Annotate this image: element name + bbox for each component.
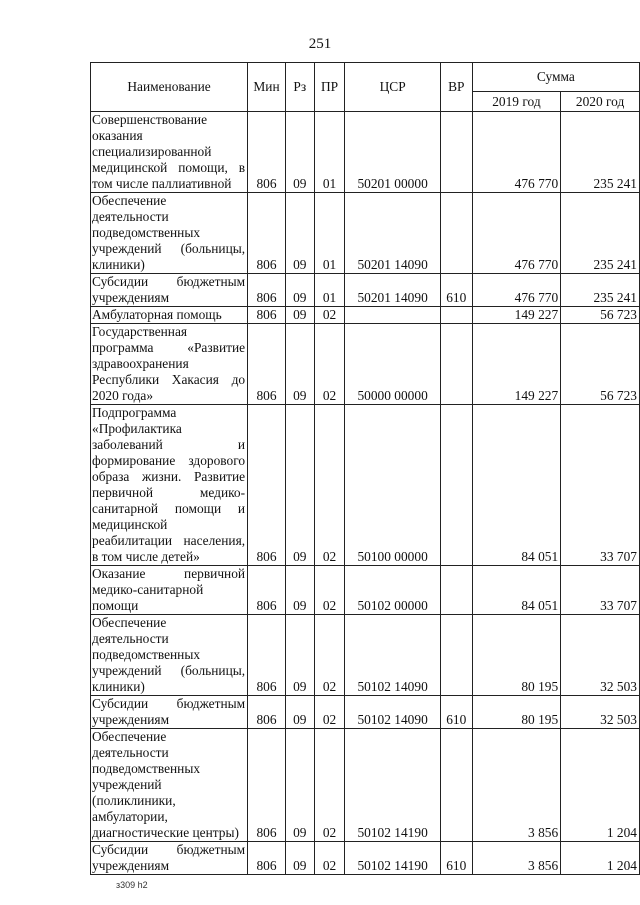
row-pr: 02 <box>314 307 345 324</box>
row-csr: 50102 14190 <box>345 729 440 842</box>
row-pr: 02 <box>314 615 345 696</box>
row-rz: 09 <box>285 112 314 193</box>
row-vr <box>440 566 472 615</box>
row-rz: 09 <box>285 615 314 696</box>
table-row <box>91 842 640 875</box>
row-sum-2020: 235 241 <box>561 193 640 274</box>
row-pr: 02 <box>314 405 345 566</box>
row-sum-2020: 56 723 <box>561 307 640 324</box>
row-pr: 02 <box>314 324 345 405</box>
row-rz: 09 <box>285 729 314 842</box>
row-vr: 610 <box>440 842 472 875</box>
row-vr <box>440 193 472 274</box>
row-name: Субсидии бюджетным учреждениям <box>91 842 248 875</box>
row-csr: 50102 14090 <box>345 615 440 696</box>
header-min: Мин <box>248 63 286 112</box>
row-name: Обеспечение деятельности подведомственных учреждений (поликлиники, амбулатории, диагностические центры) <box>91 729 248 842</box>
row-vr <box>440 405 472 566</box>
table-row <box>91 193 640 274</box>
row-rz: 09 <box>285 566 314 615</box>
row-min: 806 <box>248 615 286 696</box>
row-vr: 610 <box>440 274 472 307</box>
row-sum-2019: 149 227 <box>472 324 560 405</box>
row-rz: 09 <box>285 324 314 405</box>
row-sum-2019: 476 770 <box>472 193 560 274</box>
row-sum-2019: 476 770 <box>472 112 560 193</box>
row-name: Обеспечение деятельности подведомственных учреждений (больницы, клиники) <box>91 615 248 696</box>
row-csr: 50102 14090 <box>345 696 440 729</box>
row-sum-2019: 149 227 <box>472 307 560 324</box>
row-vr <box>440 307 472 324</box>
row-min: 806 <box>248 324 286 405</box>
row-rz: 09 <box>285 696 314 729</box>
row-name: Государственная программа «Развитие здравоохранения Республики Хакасия до 2020 года» <box>91 324 248 405</box>
row-sum-2019: 80 195 <box>472 615 560 696</box>
row-rz: 09 <box>285 193 314 274</box>
row-name: Обеспечение деятельности подведомственных учреждений (больницы, клиники) <box>91 193 248 274</box>
row-sum-2020: 33 707 <box>561 405 640 566</box>
row-csr: 50201 00000 <box>345 112 440 193</box>
row-min: 806 <box>248 274 286 307</box>
row-csr: 50201 14090 <box>345 274 440 307</box>
header-sum: Сумма <box>472 63 639 92</box>
header-rz: Рз <box>285 63 314 112</box>
row-sum-2020: 1 204 <box>561 729 640 842</box>
row-csr: 50000 00000 <box>345 324 440 405</box>
row-name: Амбулаторная помощь <box>91 307 248 324</box>
table-row <box>91 566 640 615</box>
row-vr <box>440 615 472 696</box>
row-csr: 50201 14090 <box>345 193 440 274</box>
row-csr: 50102 00000 <box>345 566 440 615</box>
row-csr <box>345 307 440 324</box>
row-sum-2020: 32 503 <box>561 696 640 729</box>
header-year-2020: 2020 год <box>561 92 640 112</box>
budget-table <box>90 62 640 875</box>
row-pr: 02 <box>314 729 345 842</box>
table-row <box>91 615 640 696</box>
row-name: Субсидии бюджетным учреждениям <box>91 696 248 729</box>
row-min: 806 <box>248 729 286 842</box>
table-row <box>91 696 640 729</box>
row-rz: 09 <box>285 405 314 566</box>
row-min: 806 <box>248 566 286 615</box>
table-row <box>91 112 640 193</box>
row-vr <box>440 729 472 842</box>
row-csr: 50100 00000 <box>345 405 440 566</box>
table-row <box>91 274 640 307</box>
row-vr <box>440 324 472 405</box>
row-pr: 02 <box>314 566 345 615</box>
row-name: Подпрограмма «Профилактика заболеваний и формирование здорового образа жизни. Развитие первичной медико-санитарной помощи и медицинской реабилитации населения, в том числе детей» <box>91 405 248 566</box>
header-name: Наименование <box>91 63 248 112</box>
row-vr: 610 <box>440 696 472 729</box>
table-row <box>91 307 640 324</box>
row-sum-2020: 56 723 <box>561 324 640 405</box>
row-sum-2020: 33 707 <box>561 566 640 615</box>
row-name: Субсидии бюджетным учреждениям <box>91 274 248 307</box>
row-rz: 09 <box>285 842 314 875</box>
row-csr: 50102 14190 <box>345 842 440 875</box>
row-sum-2020: 1 204 <box>561 842 640 875</box>
header-year-2019: 2019 год <box>472 92 560 112</box>
table-header <box>91 63 640 112</box>
row-sum-2019: 476 770 <box>472 274 560 307</box>
row-min: 806 <box>248 405 286 566</box>
row-pr: 01 <box>314 112 345 193</box>
row-sum-2020: 235 241 <box>561 112 640 193</box>
row-sum-2019: 3 856 <box>472 842 560 875</box>
row-pr: 02 <box>314 696 345 729</box>
header-csr: ЦСР <box>345 63 440 112</box>
row-rz: 09 <box>285 274 314 307</box>
table-row <box>91 324 640 405</box>
row-sum-2019: 80 195 <box>472 696 560 729</box>
row-vr <box>440 112 472 193</box>
header-pr: ПР <box>314 63 345 112</box>
row-sum-2020: 235 241 <box>561 274 640 307</box>
row-sum-2020: 32 503 <box>561 615 640 696</box>
row-sum-2019: 3 856 <box>472 729 560 842</box>
row-pr: 01 <box>314 193 345 274</box>
row-name: Оказание первичной медико-санитарной помощи <box>91 566 248 615</box>
row-min: 806 <box>248 112 286 193</box>
row-name: Совершенствование оказания специализированной медицинской помощи, в том числе паллиативной <box>91 112 248 193</box>
page-number: 251 <box>308 36 332 52</box>
row-min: 806 <box>248 696 286 729</box>
row-min: 806 <box>248 193 286 274</box>
row-rz: 09 <box>285 307 314 324</box>
row-min: 806 <box>248 842 286 875</box>
row-sum-2019: 84 051 <box>472 566 560 615</box>
table-row <box>91 729 640 842</box>
table-body <box>91 112 640 875</box>
print-stamp: з309 h2 <box>116 880 148 890</box>
header-vr: ВР <box>440 63 472 112</box>
row-pr: 02 <box>314 842 345 875</box>
row-pr: 01 <box>314 274 345 307</box>
row-sum-2019: 84 051 <box>472 405 560 566</box>
row-min: 806 <box>248 307 286 324</box>
table-row <box>91 405 640 566</box>
